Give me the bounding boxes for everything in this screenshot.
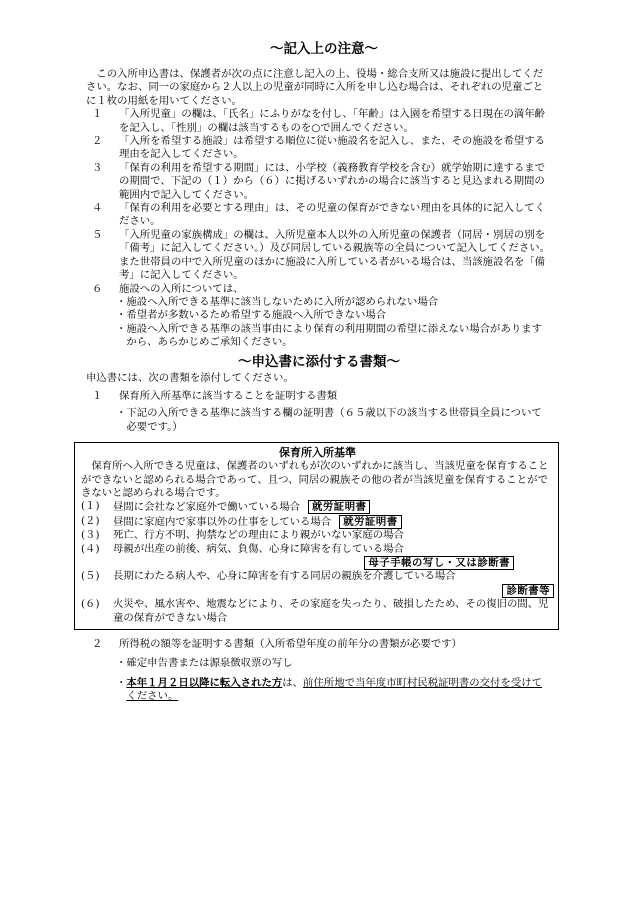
- bullet-icon: ・: [116, 322, 127, 335]
- criterion-text: 死亡、行方不明、拘禁などの理由により親がいない家庭の場合: [113, 529, 404, 542]
- bullet-text: 確定申告書または源泉徴収票の写し: [126, 657, 293, 670]
- doc-number: ２: [92, 638, 103, 651]
- doc2-bullet-2: [116, 677, 552, 704]
- doc1-item: [86, 390, 552, 403]
- doc-label: 所得税の額等を証明する書類（入所希望年度の前年分の書類が必要です）: [119, 638, 462, 651]
- bullet-text-underlined: 本年１月２日以降に転入された方: [126, 676, 283, 689]
- note-text: 「保育の利用を希望する期間」には、小学校（義務教育学校を含む）就学始期に達するまでの期間で、下記の（１）から（６）に掲げるいずれかの場合に該当すると見込まれる期間の範囲内で記入してください。: [119, 161, 546, 201]
- criterion-number: (４): [81, 542, 100, 555]
- criterion-number: (６): [81, 598, 100, 611]
- note6-bullet: [116, 309, 552, 322]
- section2-title: ～申込書に添付する書類～: [238, 353, 400, 370]
- criterion-number: (２): [81, 514, 100, 527]
- bullet-icon: ・: [116, 309, 127, 322]
- bullet-icon: ・: [116, 407, 127, 420]
- note-text: 「入所を希望する施設」は希望する順位に従い施設名を記入し、また、その施設を希望する理由を記入してください。: [119, 135, 546, 161]
- doc2-bullet-1: [116, 657, 552, 670]
- criterion-text: 長期にわたる病人や、心身に障害を有する同居の親族を介護している場合: [113, 570, 456, 583]
- bullet-text-underlined: 前住所地で当年度市町村民税証明書の交付を受けてください。: [126, 676, 543, 703]
- required-doc-badge: 診断書等: [502, 584, 554, 598]
- note-number: １: [92, 108, 103, 121]
- criterion-number: (３): [81, 529, 100, 542]
- bullet-text: は、: [282, 676, 304, 689]
- doc1-bullet: [116, 407, 552, 434]
- note-number: ６: [92, 282, 103, 295]
- criterion-number: (１): [81, 500, 100, 513]
- badge-row: [81, 584, 554, 598]
- criteria-box: [74, 442, 559, 630]
- note-text: 「入所児童の家族構成」の欄は、入所児童本人以外の入所児童の保護者（同居・別居の別を「備考」に記入してください。）及び同居している親族等の全員について記入してください。また世帯員の中で入所児童のほかに施設に入所している者がいる場合は、当該施設名を「備考」に記入してください。: [119, 228, 550, 282]
- page-title: ～記入上の注意～: [270, 41, 378, 57]
- criterion-1: [81, 500, 554, 514]
- note-text: 「保育の利用を必要とする理由」は、その児童の保育ができない理由を具体的に記入してください。: [119, 202, 546, 228]
- note-item-5: [86, 229, 552, 283]
- required-doc-badge: 母子手帳の写し・又は診断書: [364, 556, 514, 570]
- criterion-text: 昼間に会社など家庭外で働いている場合: [113, 501, 301, 514]
- section2-intro: 申込書には、次の書類を添付してください。: [86, 371, 294, 384]
- bullet-icon: ・: [116, 657, 127, 670]
- intro-paragraph: この入所申込書は、保護者が次の点に注意し記入の上、役場・総合支所又は施設に提出してください。なお、同一の家庭から２人以上の児童が同時に入所を申し込む場合は、それぞれの児童ごとに１枚の用紙を用いてください。: [86, 68, 544, 107]
- note-number: ２: [92, 135, 103, 148]
- note-text: 施設への入所については、: [119, 282, 244, 295]
- criterion-6: [81, 598, 554, 625]
- criterion-3: [81, 529, 554, 542]
- bullet-text: 施設へ入所できる基準の該当事由により保育の利用期間の希望に添えない場合がありますから、あらかじめご承知ください。: [126, 322, 543, 349]
- doc-number: １: [92, 389, 103, 402]
- criterion-text: 火災や、風水害や、地震などにより、その家庭を失ったり、破損したため、その復旧の間、児童の保育ができない場合: [113, 598, 549, 624]
- badge-row: [81, 556, 514, 570]
- criteria-box-title: 保育所入所基準: [279, 446, 356, 460]
- criteria-box-intro: 保育所へ入所できる児童は、保護者のいずれもが次のいずれかに該当し、当該児童を保育することができないと認められる場合であって、且つ、同居の親族その他の者が当該児童を保育することができないと認められる場合です。: [81, 460, 549, 499]
- criterion-text: 昼間に家庭内で家事以外の仕事をしている場合: [113, 515, 332, 528]
- required-doc-badge: 就労証明書: [308, 500, 370, 514]
- note-number: ５: [92, 228, 103, 241]
- bullet-icon: ・: [116, 676, 127, 689]
- bullet-icon: ・: [116, 295, 127, 308]
- note-item-6: [86, 283, 552, 296]
- note-number: ３: [92, 161, 103, 174]
- note-item-3: [86, 162, 552, 202]
- note-item-4: [86, 202, 552, 229]
- note-item-2: [86, 135, 552, 162]
- required-doc-badge: 就労証明書: [339, 515, 401, 529]
- note-number: ４: [92, 202, 103, 215]
- doc-label: 保育所入所基準に該当することを証明する書類: [119, 389, 338, 402]
- note6-bullet: [116, 323, 552, 350]
- bullet-text: 施設へ入所できる基準に該当しないために入所が認められない場合: [126, 295, 439, 308]
- bullet-text: 希望者が多数いるため希望する施設へ入所できない場合: [126, 309, 387, 322]
- bullet-text: 下記の入所できる基準に該当する欄の証明書（６５歳以下の該当する世帯員全員について必要です。）: [126, 407, 542, 433]
- doc2-item: [86, 638, 552, 651]
- criterion-number: (５): [81, 570, 100, 583]
- note-item-1: [86, 108, 552, 135]
- criterion-5: [81, 570, 554, 583]
- note6-bullet: [116, 296, 552, 309]
- criterion-4: [81, 543, 554, 556]
- criterion-2: [81, 515, 554, 529]
- note-text: 「入所児童」の欄は、「氏名」にふりがなを付し、「年齢」は入園を希望する日現在の満年齢を記入し、「性別」の欄は該当するものを○で囲んでください。: [119, 108, 546, 134]
- criterion-text: 母親が出産の前後、病気、負傷、心身に障害を有している場合: [113, 542, 404, 555]
